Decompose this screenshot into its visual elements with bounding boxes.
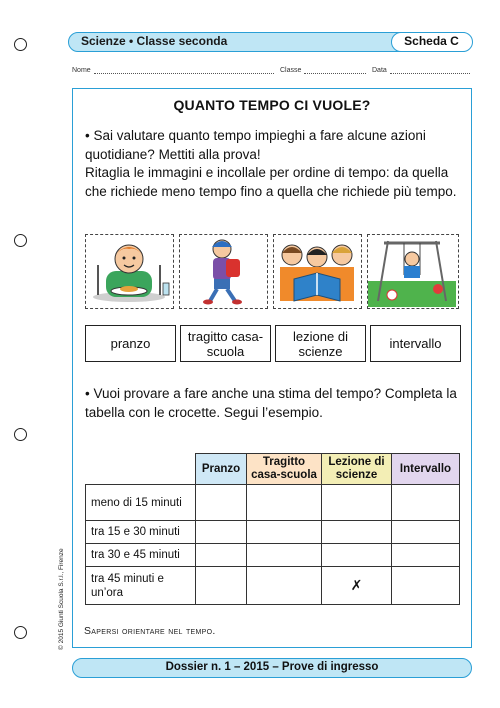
table-cell[interactable] <box>392 521 460 544</box>
lesson-illustration <box>274 235 360 307</box>
date-field[interactable] <box>372 66 470 74</box>
table-cell[interactable] <box>392 544 460 567</box>
row-label-30-45: tra 30 e 45 minuti <box>86 544 196 567</box>
header-bar <box>68 32 472 52</box>
intro-line-1: • Sai valutare quanto tempo impieghi a fare alcune azioni quotidiane? Mettiti alla prova! <box>85 128 426 162</box>
row-label-15-30: tra 15 e 30 minuti <box>86 521 196 544</box>
class-label: Classe <box>280 67 302 74</box>
table-cell[interactable] <box>196 544 247 567</box>
learning-goal-note: Sapersi orientare nel tempo. <box>84 625 216 637</box>
table-cell[interactable] <box>196 567 247 605</box>
picture-lesson[interactable] <box>273 234 362 309</box>
label-school-trip[interactable] <box>180 325 271 362</box>
class-field[interactable] <box>280 66 366 74</box>
lunch-illustration <box>86 235 172 307</box>
column-header-science-lesson: Lezione di scienze <box>322 454 392 485</box>
worksheet-card <box>72 88 472 648</box>
time-estimate-table <box>85 453 460 605</box>
table-cell[interactable] <box>196 485 247 521</box>
table-cell[interactable] <box>247 567 322 605</box>
picture-lunch[interactable] <box>85 234 174 309</box>
table-cell[interactable] <box>322 544 392 567</box>
school-walk-illustration <box>180 235 266 307</box>
binder-hole <box>14 626 27 639</box>
table-cell[interactable] <box>322 485 392 521</box>
table-cell[interactable] <box>247 521 322 544</box>
binder-hole <box>14 428 27 441</box>
intro-text <box>85 127 465 201</box>
date-label: Data <box>372 67 387 74</box>
column-header-school-trip: Tragitto casa-scuola <box>247 454 322 485</box>
label-lunch[interactable]: pranzo <box>85 325 176 362</box>
header-scheda: Scheda C <box>391 32 473 52</box>
label-break[interactable]: intervallo <box>370 325 461 362</box>
picture-school-walk[interactable] <box>179 234 268 309</box>
binder-hole <box>14 38 27 51</box>
table-cell-example[interactable] <box>322 567 392 605</box>
playground-illustration <box>368 235 456 307</box>
name-field[interactable] <box>72 66 274 74</box>
worksheet-title: QUANTO TEMPO CI VUOLE? <box>173 97 371 113</box>
label-science-lesson-text: lezione di scienze <box>293 328 348 359</box>
intro-line-2: Ritaglia le immagini e incollale per ordine di tempo: da quella che richiede meno tempo fino a quella che richiede più tempo. <box>85 165 457 199</box>
row-label-45-60: tra 45 minuti e un’ora <box>86 567 196 605</box>
table-cell[interactable] <box>247 485 322 521</box>
picture-playground[interactable] <box>367 234 459 309</box>
label-science-lesson[interactable] <box>275 325 366 362</box>
header-subject: Scienze • Classe seconda <box>81 34 228 48</box>
binder-hole <box>14 234 27 247</box>
student-fields <box>72 66 472 78</box>
column-header-lunch: Pranzo <box>196 454 247 485</box>
table-cell[interactable] <box>392 485 460 521</box>
example-cross-mark: ✗ <box>350 577 363 593</box>
name-label: Nome <box>72 67 91 74</box>
footer-bar: Dossier n. 1 – 2015 – Prove di ingresso <box>72 658 472 678</box>
table-cell[interactable] <box>322 521 392 544</box>
table-cell[interactable] <box>247 544 322 567</box>
column-header-break: Intervallo <box>392 454 460 485</box>
row-label-under-15: meno di 15 minuti <box>86 485 196 521</box>
label-school-trip-text: tragitto casa-scuola <box>187 328 264 359</box>
copyright-text: © 2015 Giunti Scuola S.r.l., Firenze <box>58 548 65 650</box>
task-2-text: • Vuoi provare a fare anche una stima del tempo? Completa la tabella con le crocette. Segui l’esempio. <box>85 386 457 420</box>
table-cell[interactable] <box>196 521 247 544</box>
table-cell[interactable] <box>392 567 460 605</box>
